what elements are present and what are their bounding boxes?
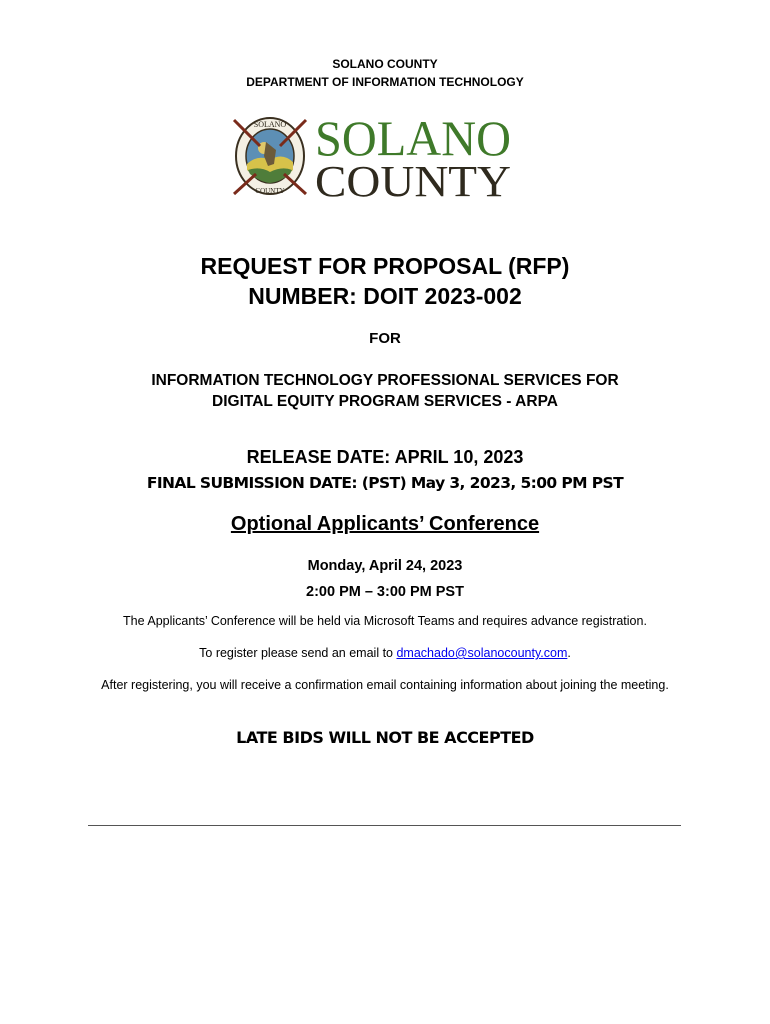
conference-title: Optional Applicants’ Conference xyxy=(230,513,540,535)
services-title-line1: INFORMATION TECHNOLOGY PROFESSIONAL SERVICES FOR xyxy=(151,372,619,389)
after-registration-note: After registering, you will receive a confirmation email containing information about joining the meeting. xyxy=(101,678,669,692)
county-wordmark xyxy=(313,108,513,208)
rfp-title-line2: NUMBER: DOIT 2023-002 xyxy=(248,283,522,309)
solano-county-logo xyxy=(230,108,512,208)
registration-suffix: . xyxy=(567,646,571,660)
org-name: SOLANO COUNTY xyxy=(332,57,438,71)
services-title-line2: DIGITAL EQUITY PROGRAM SERVICES - ARPA xyxy=(212,393,558,410)
wordmark-solano: SOLANO xyxy=(315,110,511,166)
late-bids-notice: LATE BIDS WILL NOT BE ACCEPTED xyxy=(236,728,534,747)
conference-date: Monday, April 24, 2023 xyxy=(307,558,463,574)
release-date: RELEASE DATE: APRIL 10, 2023 xyxy=(246,447,524,467)
wordmark-county: COUNTY xyxy=(315,157,511,206)
conference-info: The Applicants’ Conference will be held via Microsoft Teams and requires advance registration. xyxy=(123,614,647,628)
department-name: DEPARTMENT OF INFORMATION TECHNOLOGY xyxy=(246,75,524,89)
registration-instructions xyxy=(0,644,770,662)
conference-time: 2:00 PM – 3:00 PM PST xyxy=(306,584,464,600)
divider xyxy=(88,825,681,826)
final-submission-date: FINAL SUBMISSION DATE: (PST) May 3, 2023, 5:00 PM PST xyxy=(146,474,624,492)
seal-bottom-text: COUNTY xyxy=(255,187,285,195)
for-label: FOR xyxy=(369,330,401,347)
county-seal-icon xyxy=(230,114,310,198)
registration-email-link[interactable]: dmachado@solanocounty.com xyxy=(396,646,568,660)
registration-prefix: To register please send an email to xyxy=(199,646,397,660)
rfp-title-line1: REQUEST FOR PROPOSAL (RFP) xyxy=(200,253,570,279)
seal-top-text: SOLANO xyxy=(253,120,287,129)
